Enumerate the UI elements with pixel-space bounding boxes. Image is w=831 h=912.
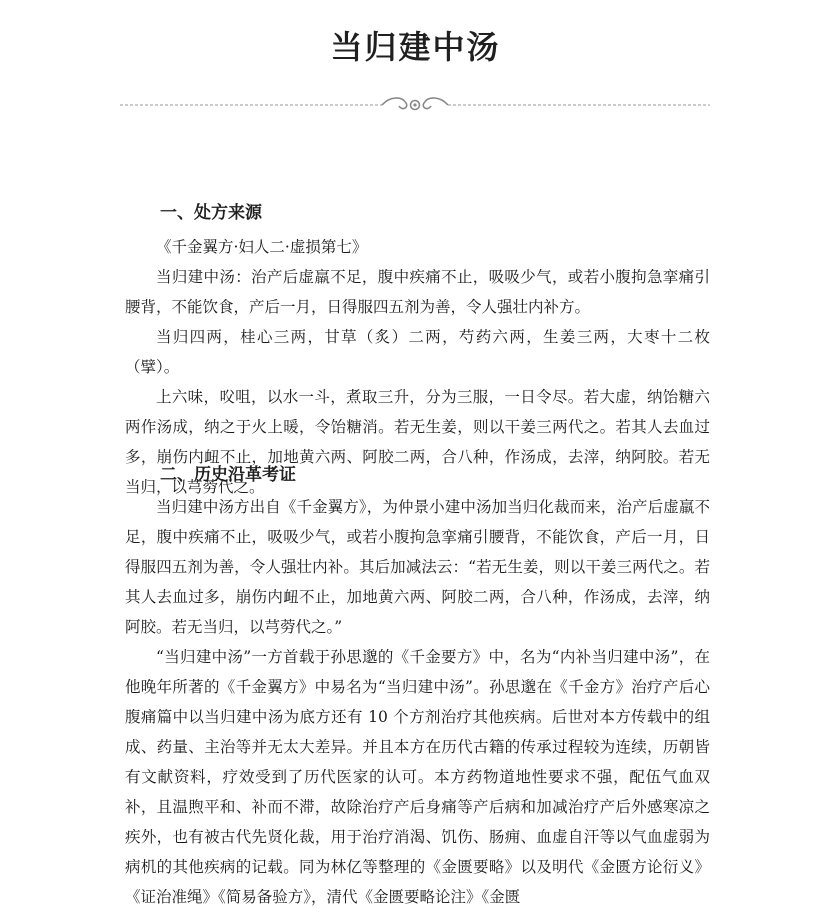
source-citation: 《千金翼方·妇人二·虚损第七》 (156, 238, 368, 256)
paragraph: 当归建中汤方出自《千金翼方》，为仲景小建中汤加当归化裁而来，治产后虚羸不足，腹中疾痛不止，吸吸少气，或若小腹拘急挛痛引腰背，不能饮食，产后一月，日得服四五剂为善，令人强壮内补。其后加减法云：“若无生姜，则以干姜三两代之。若其人去血过多，崩伤内衄不止，加地黄六两、阿胶二两，合八种，作汤成，去滓，纳阿胶。若无当归，以芎䓖代之。” (125, 498, 710, 636)
section-heading-source: 一、处方来源 (160, 203, 262, 223)
ornamental-divider (120, 94, 710, 116)
section-body-history (125, 492, 710, 912)
prescription-ingredients: 当归四两，桂心三两，甘草（炙）二两，芍药六两，生姜三两，大枣十二枚（擘）。 (125, 328, 710, 376)
page-title: 当归建中汤 (330, 28, 501, 66)
section-heading-history: 二、历史沿革考证 (160, 465, 296, 485)
paragraph: 上六味，㕮咀，以水一斗，煮取三升，分为三服，一日令尽。若大虚，纳饴糖六两作汤成，纳之于火上暖，令饴糖消。若无生姜，则以干姜三两代之。若其人去血过多，崩伤内衄不止，加地黄六两、阿胶二两，合八种，作汤成，去滓，纳阿胶。若无当归，以芎䓖代之。 (125, 388, 710, 496)
paragraph: 当归建中汤：治产后虚羸不足，腹中疾痛不止，吸吸少气，或若小腹拘急挛痛引腰背，不能饮食，产后一月，日得服四五剂为善，令人强壮内补方。 (125, 268, 710, 316)
paragraph: “当归建中汤”一方首载于孙思邈的《千金要方》中，名为“内补当归建中汤”，在他晚年所著的《千金翼方》中易名为“当归建中汤”。孙思邈在《千金方》治疗产后心腹痛篇中以当归建中汤为底方还有 10 个方剂治疗其他疾病。后世对本方传载中的组成、药量、主治等并无太大差异。并且本方在历代古籍的传承过程较为连续，历朝皆有文献资料，疗效受到了历代医家的认可。本方药物道地性要求不强，配伍气血双补，且温煦平和、补而不滞，故除治疗产后身痛等产后病和加减治疗产后外感寒凉之疾外，也有被古代先贤化裁，用于治疗消渴、饥伤、肠痈、血虚自汗等以气血虚弱为病机的其他疾病的记载。同为林亿等整理的《金匮要略》以及明代《金匮方论衍义》《证治准绳》《简易备验方》，清代《金匮要略论注》《金匮 (125, 648, 710, 906)
